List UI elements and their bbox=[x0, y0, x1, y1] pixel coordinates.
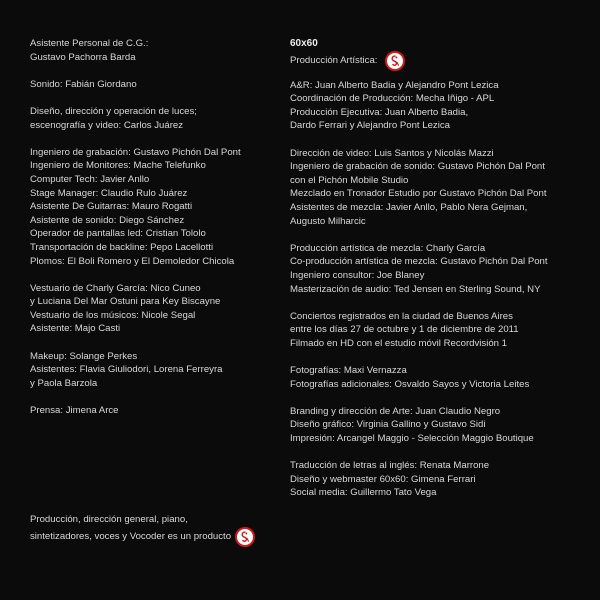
right-credits-column bbox=[290, 37, 590, 514]
credit-line: Coordinación de Producción: Mecha Iñigo - APL bbox=[290, 93, 495, 105]
credit-line: Vestuario de los músicos: Nicole Segal bbox=[30, 309, 196, 321]
credit-line: Branding y dirección de Arte: Juan Claudio Negro bbox=[290, 405, 501, 417]
credit-line: Filmado en HD con el estudio móvil Recordvisión 1 bbox=[290, 337, 508, 349]
cg-logo-icon bbox=[385, 51, 405, 71]
credit-line: Augusto Milharcic bbox=[290, 215, 366, 227]
credit-line: Ingeniero de grabación de sonido: Gustavo Pichón Dal Pont bbox=[290, 161, 545, 173]
right-credit-block bbox=[290, 242, 590, 296]
credit-line: Social media: Guillermo Tato Vega bbox=[290, 487, 437, 499]
credit-line: Ingeniero de Monitores: Mache Telefunko bbox=[30, 160, 206, 172]
credit-line: Producción artística de mezcla: Charly García bbox=[290, 242, 486, 254]
left-credit-block bbox=[30, 282, 292, 336]
credit-line: entre los días 27 de octubre y 1 de diciembre de 2011 bbox=[290, 324, 519, 336]
right-credit-block bbox=[290, 147, 590, 229]
cg-logo-icon bbox=[235, 527, 255, 547]
credit-line: Stage Manager: Claudio Rulo Juárez bbox=[30, 187, 188, 199]
credit-line: Asistente Personal de C.G.: bbox=[30, 38, 149, 49]
credit-line: Diseño gráfico: Virginia Gallino y Gustavo Sidi bbox=[290, 419, 486, 431]
credit-line: con el Pichón Mobile Studio bbox=[290, 174, 409, 186]
credit-line: Makeup: Solange Perkes bbox=[30, 350, 138, 362]
credit-line: escenografía y video: Carlos Juárez bbox=[30, 119, 184, 131]
left-credit-block bbox=[30, 146, 292, 268]
credit-line: Traducción de letras al inglés: Renata Marrone bbox=[290, 460, 490, 472]
right-credit-blocks bbox=[290, 79, 590, 500]
left-credit-block bbox=[30, 350, 292, 391]
credit-line: Vestuario de Charly García: Nico Cuneo bbox=[30, 282, 201, 294]
credit-line: Conciertos registrados en la ciudad de Buenos Aires bbox=[290, 310, 513, 322]
produccion-artistica-label: Producción Artística: bbox=[290, 54, 378, 66]
right-credit-block bbox=[290, 79, 590, 133]
credit-line: Ingeniero consultor: Joe Blaney bbox=[290, 269, 425, 281]
credit-line: Plomos: El Boli Romero y El Demoledor Chicola bbox=[30, 255, 235, 267]
left-credit-block bbox=[30, 404, 292, 418]
credit-line: Asistente De Guitarras: Mauro Rogatti bbox=[30, 201, 193, 213]
credit-line: Diseño, dirección y operación de luces; bbox=[30, 105, 197, 117]
credit-line: Asistentes: Flavia Giuliodori, Lorena Ferreyra bbox=[30, 364, 223, 376]
credit-line: Computer Tech: Javier Anllo bbox=[30, 173, 150, 185]
right-credit-block bbox=[290, 310, 590, 351]
credit-line: Masterización de audio: Ted Jensen en Sterling Sound, NY bbox=[290, 283, 541, 295]
left-footer bbox=[30, 513, 292, 547]
credit-line: y Luciana Del Mar Ostuni para Key Biscayne bbox=[30, 296, 221, 308]
footer-line-1: Producción, dirección general, piano, bbox=[30, 514, 188, 525]
credit-line: Transportación de backline: Pepo Lacellotti bbox=[30, 241, 214, 253]
credit-line: Asistentes de mezcla: Javier Anllo, Pablo Nera Gejman, bbox=[290, 201, 528, 213]
credit-line: Prensa: Jimena Arce bbox=[30, 405, 119, 417]
credit-line: Diseño y webmaster 60x60: Gimena Ferrari bbox=[290, 473, 476, 485]
footer-line-2: sintetizadores, voces y Vocoder es un producto bbox=[30, 530, 232, 542]
left-credit-block bbox=[30, 37, 292, 64]
credit-line: Fotografías adicionales: Osvaldo Sayos y Victoria Leites bbox=[290, 378, 530, 390]
right-credit-block bbox=[290, 405, 590, 446]
credit-line: Mezclado en Tronador Estudio por Gustavo Pichón Dal Pont bbox=[290, 188, 547, 200]
left-credits-column bbox=[30, 37, 292, 431]
credit-line: Fotografías: Maxi Vernazza bbox=[290, 365, 407, 377]
credit-line: Asistente: Majo Casti bbox=[30, 323, 121, 335]
credit-line: Impresión: Arcangel Maggio - Selección Maggio Boutique bbox=[290, 433, 534, 445]
album-title: 60x60 bbox=[290, 38, 318, 49]
credit-line: Sonido: Fabián Giordano bbox=[30, 78, 137, 90]
credit-line: Ingeniero de grabación: Gustavo Pichón Dal Pont bbox=[30, 146, 241, 158]
credit-line: A&R: Juan Alberto Badia y Alejandro Pont Lezica bbox=[290, 79, 499, 91]
right-credit-block bbox=[290, 364, 590, 391]
credit-line: Co-producción artística de mezcla: Gustavo Pichón Dal Pont bbox=[290, 256, 548, 268]
credit-line: y Paola Barzola bbox=[30, 377, 98, 389]
credit-line: Dirección de video: Luis Santos y Nicolás Mazzi bbox=[290, 147, 494, 159]
credit-line: Gustavo Pachorra Barda bbox=[30, 51, 136, 63]
left-credit-block bbox=[30, 105, 292, 132]
credit-line: Asistente de sonido: Diego Sánchez bbox=[30, 214, 185, 226]
credit-line: Producción Ejecutiva: Juan Alberto Badia, bbox=[290, 106, 469, 118]
left-credit-block bbox=[30, 78, 292, 92]
right-credit-block bbox=[290, 459, 590, 500]
credit-line: Dardo Ferrari y Alejandro Pont Lezica bbox=[290, 120, 450, 132]
credit-line: Operador de pantallas led: Cristian Tololo bbox=[30, 228, 206, 240]
